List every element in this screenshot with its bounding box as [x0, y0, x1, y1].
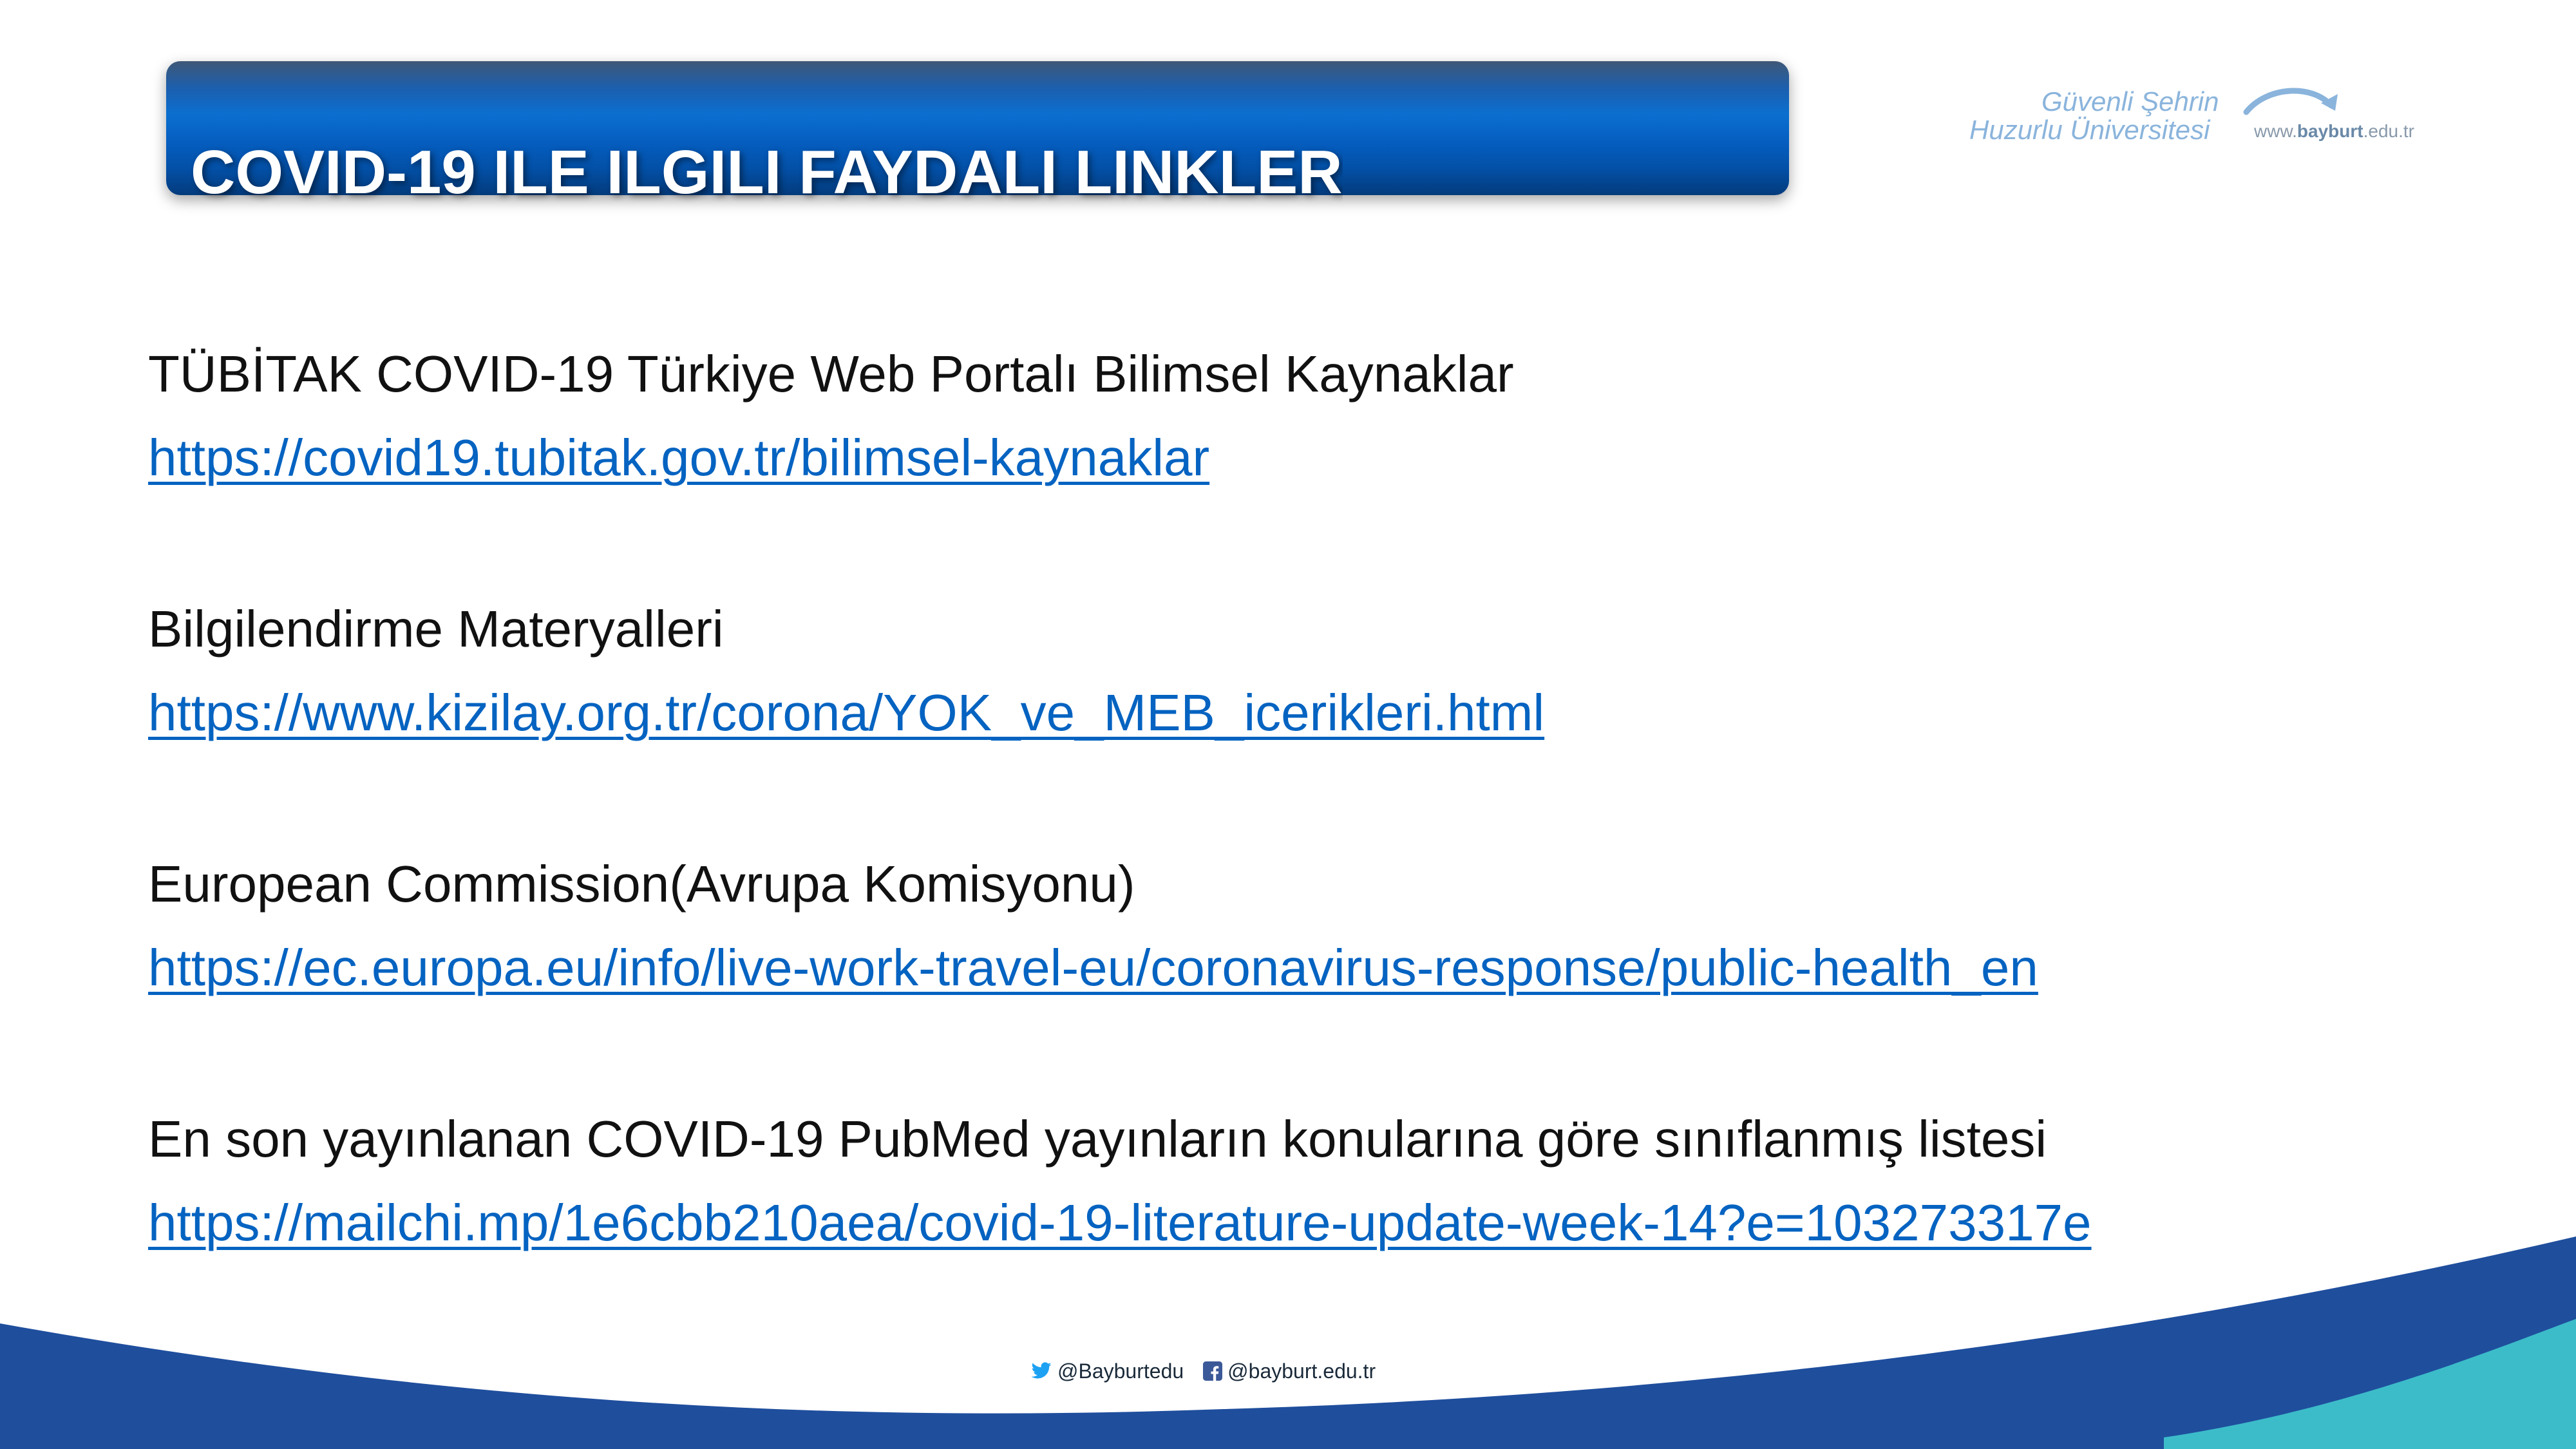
slide-title: COVID-19 ILE ILGILI FAYDALI LINKLER: [191, 142, 1343, 207]
link-title: European Commission(Avrupa Komisyonu): [148, 855, 1135, 913]
twitter-icon[interactable]: [1030, 1362, 1052, 1380]
link-title: Bilgilendirme Materyalleri: [148, 600, 724, 658]
footer-wave-dark-blue: [0, 1236, 2576, 1449]
university-logo: [1964, 84, 2454, 155]
link-entry-tubitak: [148, 338, 2402, 593]
link-url[interactable]: https://covid19.tubitak.gov.tr/bilimsel-kaynaklar: [148, 429, 1210, 486]
logo-website: www.bayburt.edu.tr: [2254, 121, 2414, 141]
link-title: TÜBİTAK COVID-19 Türkiye Web Portalı Bilimsel Kaynaklar: [148, 345, 1514, 402]
link-url[interactable]: https://mailchi.mp/1e6cbb210aea/covid-19-literature-update-week-14?e=103273317e: [148, 1194, 2092, 1251]
link-title: En son yayınlanan COVID-19 PubMed yayınların konularına göre sınıflanmış listesi: [148, 1110, 2047, 1168]
link-entry-european-commission: [148, 848, 2402, 1103]
link-url[interactable]: https://www.kizilay.org.tr/corona/YOK_ve_MEB_icerikleri.html: [148, 684, 1545, 741]
facebook-handle[interactable]: @bayburt.edu.tr: [1227, 1359, 1376, 1383]
twitter-handle[interactable]: @Bayburtedu: [1057, 1359, 1184, 1383]
link-url[interactable]: https://ec.europa.eu/info/live-work-travel-eu/coronavirus-response/public-health_en: [148, 939, 2038, 996]
social-handles: [1030, 1356, 1376, 1386]
curved-arrow-icon: [2241, 84, 2344, 122]
footer-wave: [0, 1211, 2576, 1449]
link-entry-kizilay: [148, 593, 2402, 848]
logo-slogan-line1: Güvenli Şehrin: [2041, 86, 2219, 117]
logo-slogan-line2: Huzurlu Üniversitesi: [1969, 115, 2210, 145]
facebook-icon[interactable]: [1203, 1361, 1222, 1381]
links-list: [148, 338, 2402, 1358]
